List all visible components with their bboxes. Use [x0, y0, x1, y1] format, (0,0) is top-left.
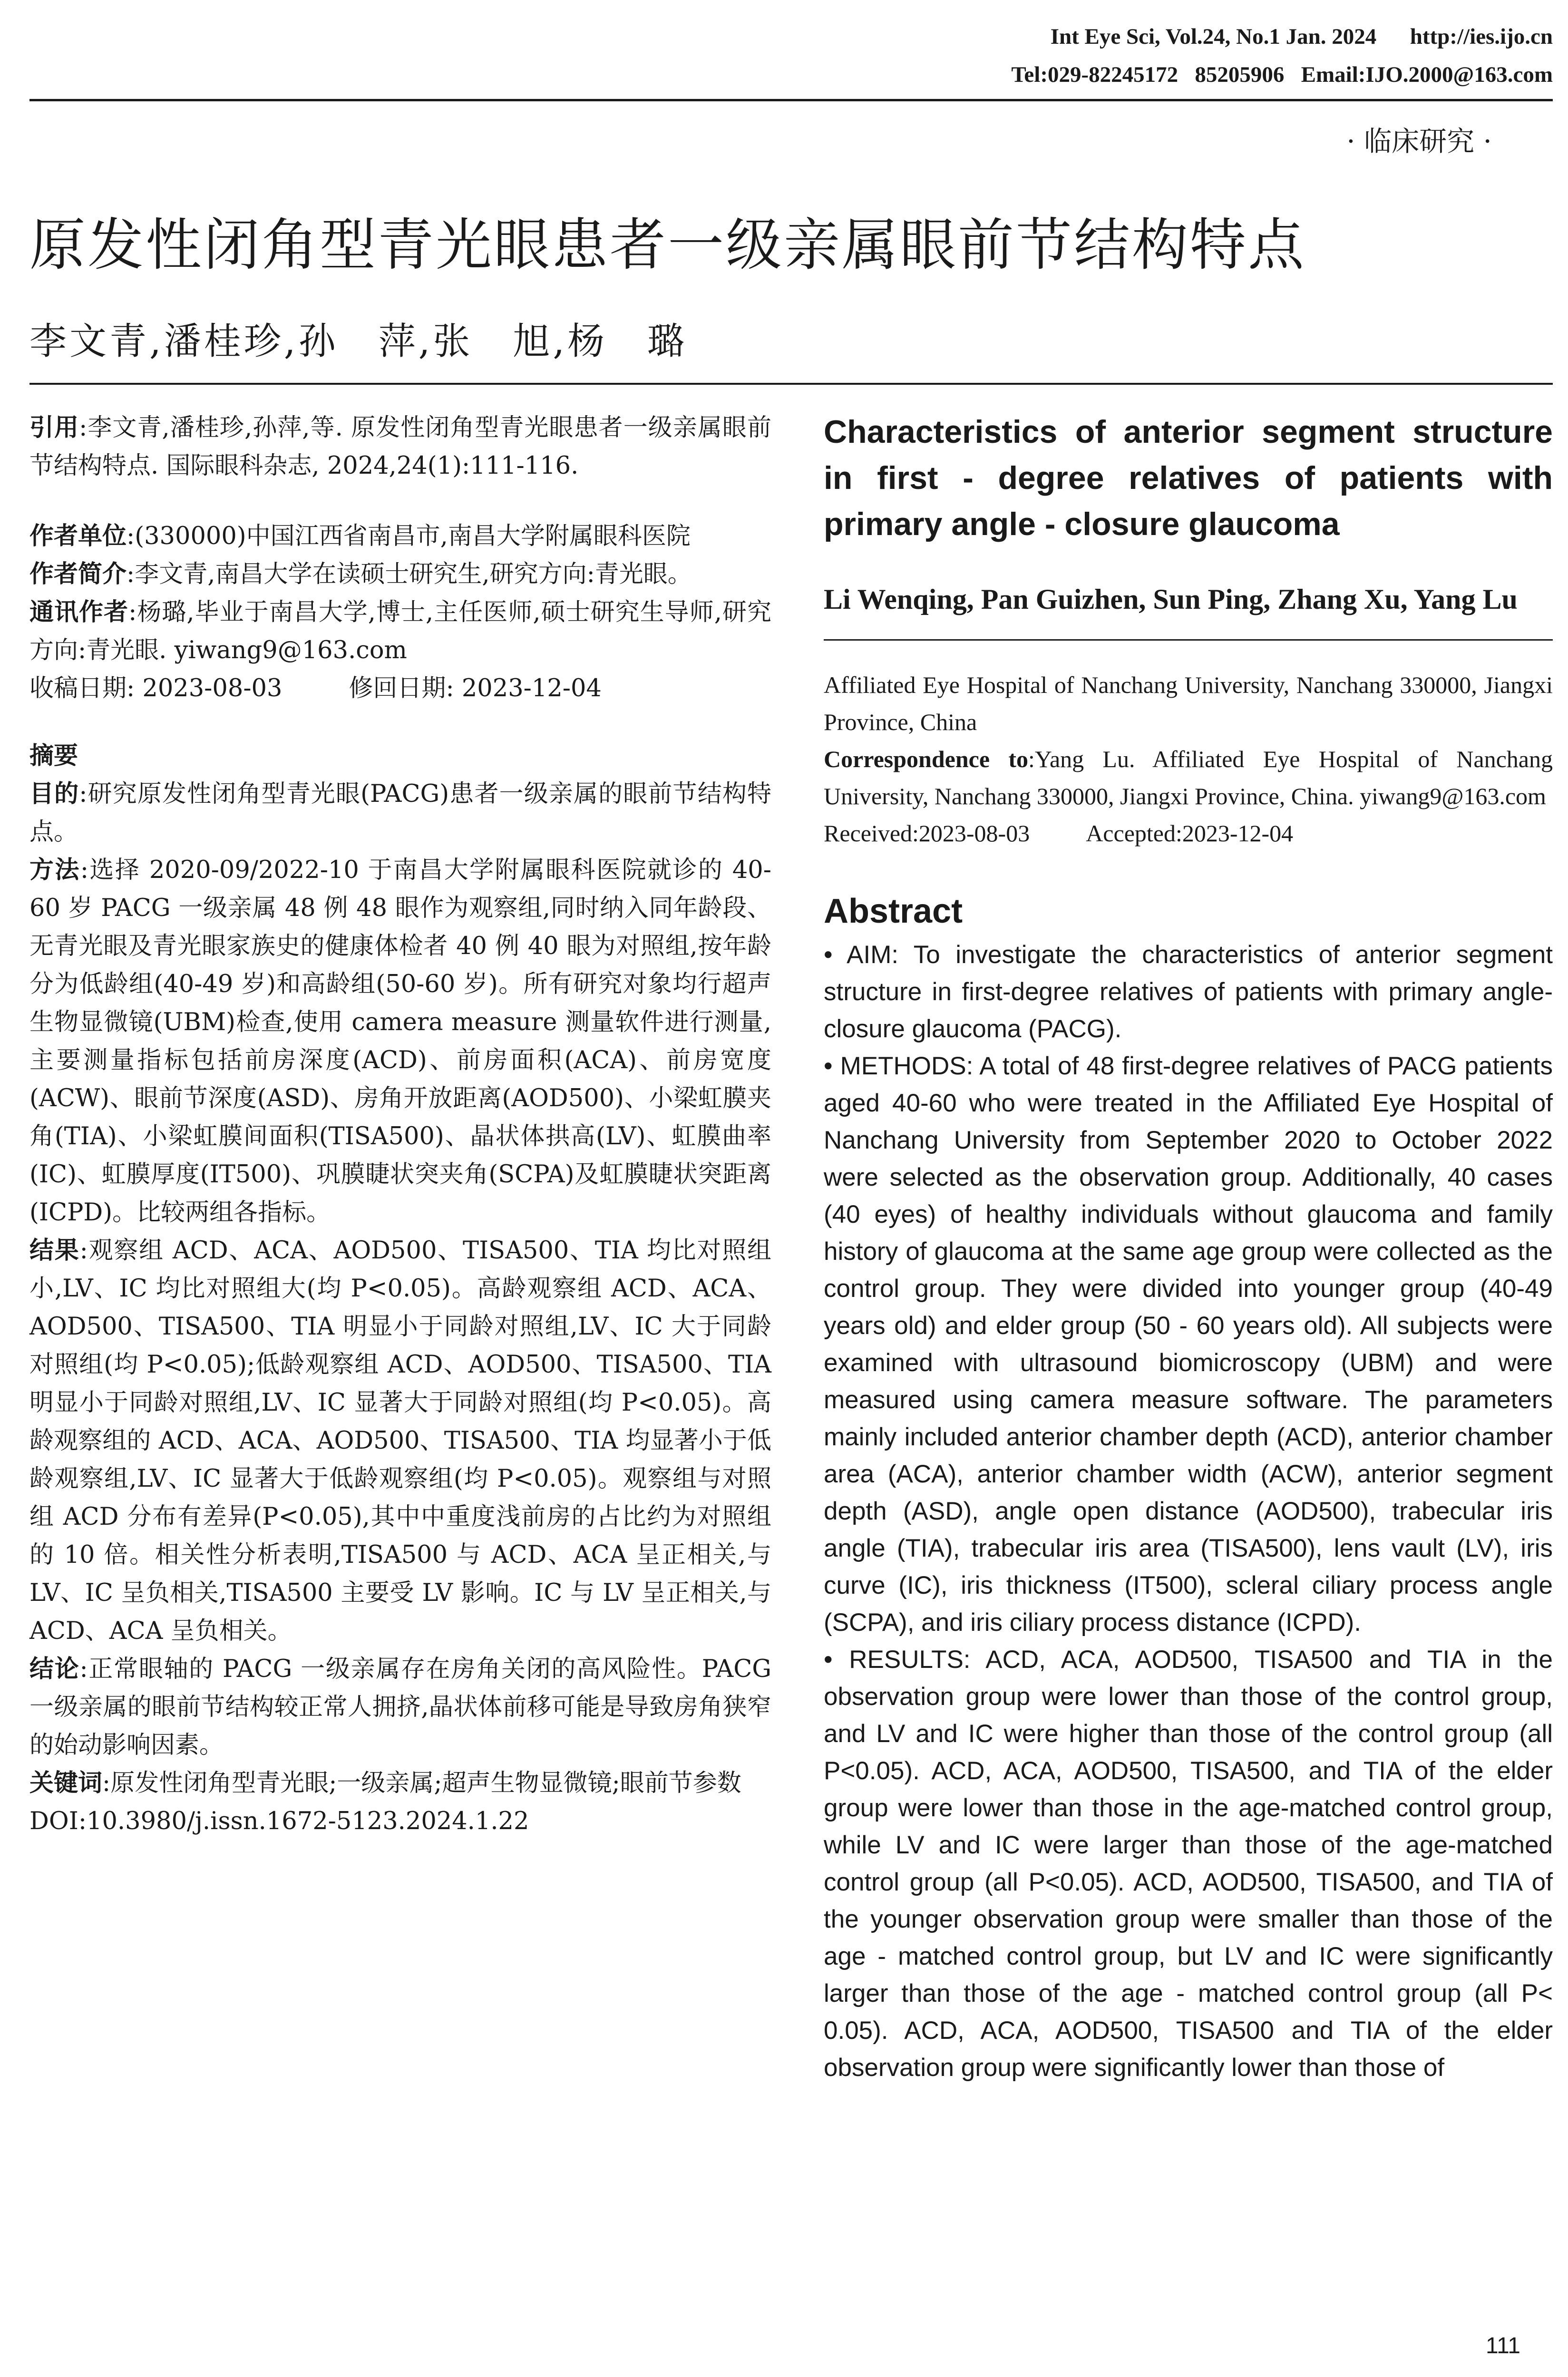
abstract-conclusion-cn: 结论:正常眼轴的 PACG 一级亲属存在房角关闭的高风险性。PACG 一级亲属的眼前节结构较正常人拥挤,晶状体前移可能是导致房角狭窄的始动影响因素。 — [29, 1655, 771, 1759]
authors-chinese: 李文青,潘桂珍,孙 萍,张 旭,杨 璐 — [29, 320, 688, 363]
affiliation-english: Affiliated Eye Hospital of Nanchang University, Nanchang 330000, Jiangxi Province, China — [824, 672, 1553, 735]
doi: DOI:10.3980/j.issn.1672-5123.2024.1.22 — [29, 1807, 529, 1835]
corresponding-author: 通讯作者:杨璐,毕业于南昌大学,博士,主任医师,硕士研究生导师,研究方向:青光眼. yiwang9@163.com — [29, 598, 771, 664]
title-rule — [29, 383, 1553, 385]
abstract-results-cn: 结果:观察组 ACD、ACA、AOD500、TISA500、TIA 均比对照组小,LV、IC 均比对照组大(均 P<0.05)。高龄观察组 ACD、ACA、AOD500、TISA500、TIA 明显小于同龄对照组,LV、IC 大于同龄对照组(均 P<0.05);低龄观察组 ACD、AOD500、TISA500、TIA 明显小于同龄对照组,LV、IC 显著大于同龄对照组(均 P<0.05)。高龄观察组的 ACD、ACA、AOD500、TISA500、TIA 均显著小于低龄观察组,LV、IC 显著大于低龄观察组(均 P<0.05)。观察组与对照组 ACD 分布有差异(P<0.05),其中中重度浅前房的占比约为对照组的 10 倍。相关性分析表明,TISA500 与 ACD、ACA 呈正相关,与 LV、IC 呈负相关,TISA500 主要受 LV 影响。IC 与 LV 呈正相关,与 ACD、ACA 呈负相关。 — [29, 1237, 771, 1645]
abstract-methods-cn: 方法:选择 2020-09/2022-10 于南昌大学附属眼科医院就诊的 40-60 岁 PACG 一级亲属 48 例 48 眼作为观察组,同时纳入同年龄段、无青光眼及青光眼家族史的健康体检者 40 例 40 眼为对照组,按年龄分为低龄组(40-49 岁)和高龄组(50-60 岁)。所有研究对象均行超声生物显微镜(UBM)检查,使用 camera measure 测量软件进行测量,主要测量指标包括前房深度(ACD)、前房面积(ACA)、前房宽度(ACW)、眼前节深度(ASD)、房角开放距离(AOD500)、小梁虹膜夹角(TIA)、小梁虹膜间面积(TISA500)、晶状体拱高(LV)、虹膜曲率(IC)、虹膜厚度(IT500)、巩膜睫状突夹角(SCPA)及虹膜睫状突距离(ICPD)。比较两组各指标。 — [29, 856, 771, 1227]
page-number: 111 — [1486, 2333, 1520, 2358]
dates: 收稿日期: 2023-08-03 修回日期: 2023-12-04 — [29, 674, 602, 702]
title-chinese: 原发性闭角型青光眼患者一级亲属眼前节结构特点 — [29, 212, 1306, 278]
journal-header-line1: Int Eye Sci, Vol.24, No.1 Jan. 2024 http://ies.ijo.cn — [1050, 24, 1553, 49]
right-column — [824, 409, 1553, 2086]
header-rule — [29, 99, 1553, 101]
title-english: Characteristics of anterior segment structure in first - degree relatives of patients with primary angle - closure glaucoma — [824, 414, 1553, 542]
keywords-cn: 关键词:原发性闭角型青光眼;一级亲属;超声生物显微镜;眼前节参数 — [29, 1769, 741, 1797]
abstract-body-en — [824, 936, 1553, 2086]
abstract-heading-cn: 摘要 — [29, 742, 78, 770]
author-unit: 作者单位:(330000)中国江西省南昌市,南昌大学附属眼科医院 — [29, 522, 691, 550]
author-bio: 作者简介:李文青,南昌大学在读硕士研究生,研究方向:青光眼。 — [29, 560, 692, 588]
authors-english: Li Wenqing, Pan Guizhen, Sun Ping, Zhang Xu, Yang Lu — [824, 584, 1518, 615]
journal-header-line2: Tel:029-82245172 85205906 Email:IJO.2000@163.com — [1011, 62, 1553, 87]
section-tag: · 临床研究 · — [1346, 125, 1492, 157]
left-column — [29, 409, 771, 1841]
correspondence-english: Correspondence to:Yang Lu. Affiliated Eye Hospital of Nanchang University, Nanchang 330000, Jiangxi Province, China. yiwang9@163.com — [824, 746, 1553, 809]
abstract-aim-cn: 目的:研究原发性闭角型青光眼(PACG)患者一级亲属的眼前节结构特点。 — [29, 780, 771, 846]
citation: 引用:李文青,潘桂珍,孙萍,等. 原发性闭角型青光眼患者一级亲属眼前节结构特点. 国际眼科杂志, 2024,24(1):111-116. — [29, 414, 771, 480]
abstract-methods-en: • METHODS: A total of 48 first-degree relatives of PACG patients aged 40-60 who were treated in the Affiliated Eye Hospital of Nanchang University from September 2020 to October 2022 were selected as the observation group. Additionally, 40 cases (40 eyes) of healthy individuals without glaucoma and family history of glaucoma at the same age group were collected as the control group. They were divided into younger group (40-49 years old) and elder group (50 - 60 years old). All subjects were examined with ultrasound biomicroscopy (UBM) and were measured using camera measure software. The parameters mainly included anterior chamber depth (ACD), anterior chamber area (ACA), anterior chamber width (ACW), anterior segment depth (ASD), angle open distance (AOD500), trabecular iris angle (TIA), trabecular iris area (TISA500), lens vault (LV), iris curve (IC), iris thickness (IT500), scleral ciliary process angle (SCPA), and iris ciliary process distance (ICPD). — [824, 1052, 1553, 1637]
dates-english: Received:2023-08-03 Accepted:2023-12-04 — [824, 820, 1294, 847]
abstract-aim-en: • AIM: To investigate the characteristics of anterior segment structure in first-degree relatives of patients with primary angle-closure glaucoma (PACG). — [824, 941, 1553, 1043]
abstract-heading-en: Abstract — [824, 892, 963, 930]
authors-rule — [824, 639, 1553, 641]
affiliation-block — [824, 666, 1553, 852]
abstract-results-en: • RESULTS: ACD, ACA, AOD500, TISA500 and TIA in the observation group were lower than those of the control group, and LV and IC were higher than those of the control group (all P<0.05). ACD, ACA, AOD500, TISA500, and TIA of the elder group were lower than those in the age-matched control group, while LV and IC were larger than those of the age-matched control group (all P<0.05). ACD, AOD500, TISA500, and TIA of the younger observation group were smaller than those of the age - matched control group, but LV and IC were significantly larger than those of the age - matched control group (all P< 0.05). ACD, ACA, AOD500, TISA500 and TIA of the elder observation group were significantly lower than those of — [824, 1646, 1553, 2082]
